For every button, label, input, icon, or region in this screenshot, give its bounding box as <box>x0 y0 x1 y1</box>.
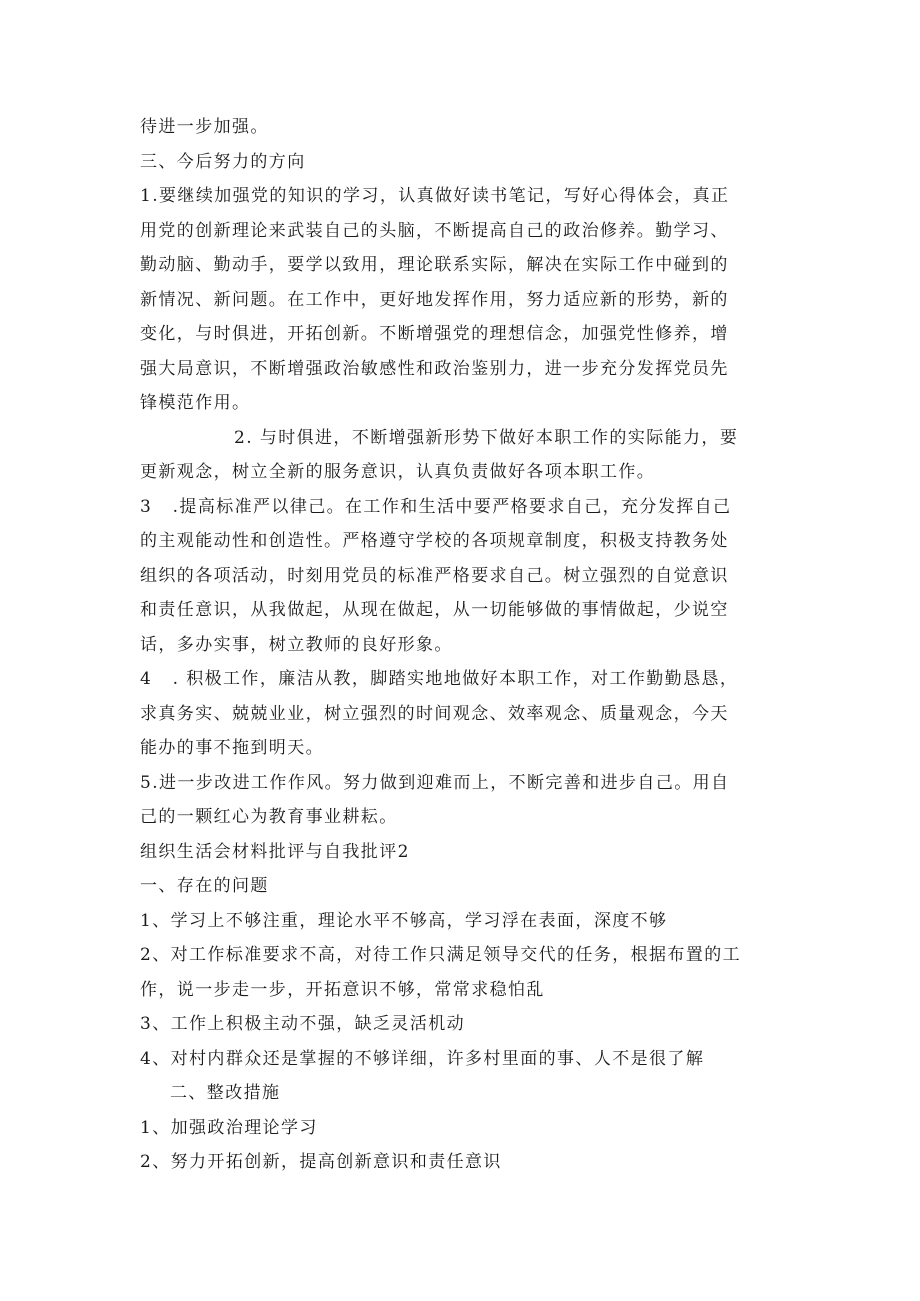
section-heading: 三、今后努力的方向 <box>140 151 306 172</box>
text-line: 2、对工作标准要求不高，对待工作只满足领导交代的任务，根据布置的工 <box>140 945 742 965</box>
text-line: 2、努力开拓创新，提高创新意识和责任意识 <box>140 1152 502 1172</box>
text-line: 变化，与时俱进，开拓创新。不断增强党的理想信念，加强党性修养，增 <box>140 324 729 344</box>
text-line: 4、对村内群众还是掌握的不够详细，许多村里面的事、人不是很了解 <box>140 1048 705 1069</box>
text-line: 3、工作上积极主动不强，缺乏灵活机动 <box>140 1014 466 1034</box>
text-line: 待进一步加强。 <box>140 117 269 137</box>
section-heading: 一、存在的问题 <box>140 876 269 896</box>
text-line: 1、加强政治理论学习 <box>140 1117 318 1138</box>
text-line: 2. 与时俱进，不断增强新形势下做好本职工作的实际能力，要 <box>234 427 739 448</box>
text-line: 作，说一步走一步，开拓意识不够，常常求稳怕乱 <box>140 979 545 1000</box>
document-title: 组织生活会材料批评与自我批评2 <box>140 841 410 862</box>
text-line: 3 .提高标准严以律己。在工作和生活中要严格要求自己，充分发挥自己 <box>140 496 732 517</box>
text-line: 4 . 积极工作，廉洁从教，脚踏实地地做好本职工作，对工作勤勤恳恳， <box>140 669 739 689</box>
text-line: 己的一颗红心为教育事业耕耘。 <box>140 807 398 827</box>
text-line: 组织的各项活动，时刻用党员的标准严格要求自己。树立强烈的自觉意识 <box>140 565 729 586</box>
text-line: 新情况、新问题。在工作中，更好地发挥作用，努力适应新的形势，新的 <box>140 289 729 310</box>
text-line: 和责任意识，从我做起，从现在做起，从一切能够做的事情做起，少说空 <box>140 600 729 620</box>
text-line: 更新观念，树立全新的服务意识，认真负责做好各项本职工作。 <box>140 462 656 482</box>
text-line: 5.进一步改进工作作风。努力做到迎难而上，不断完善和进步自己。用自 <box>140 772 730 793</box>
text-line: 锋模范作用。 <box>140 393 251 413</box>
text-line: 1.要继续加强党的知识的学习，认真做好读书笔记，写好心得体会，真正 <box>140 186 730 206</box>
text-line: 用党的创新理论来武装自己的头脑，不断提高自己的政治修养。勤学习、 <box>140 220 729 241</box>
text-line: 的主观能动性和创造性。严格遵守学校的各项规章制度，积极支持教务处 <box>140 531 729 551</box>
text-line: 求真务实、兢兢业业，树立强烈的时间观念、效率观念、质量观念，今天 <box>140 703 729 724</box>
text-line: 强大局意识，不断增强政治敏感性和政治鉴别力，进一步充分发挥党员先 <box>140 358 729 379</box>
text-line: 话，多办实事，树立教师的良好形象。 <box>140 634 453 655</box>
text-line: 勤动脑、勤动手，要学以致用，理论联系实际，解决在实际工作中碰到的 <box>140 255 729 275</box>
document-page <box>140 110 792 1180</box>
section-heading: 二、整改措施 <box>170 1083 281 1103</box>
text-line: 能办的事不拖到明天。 <box>140 738 324 758</box>
text-line: 1、学习上不够注重，理论水平不够高，学习浮在表面，深度不够 <box>140 910 668 931</box>
